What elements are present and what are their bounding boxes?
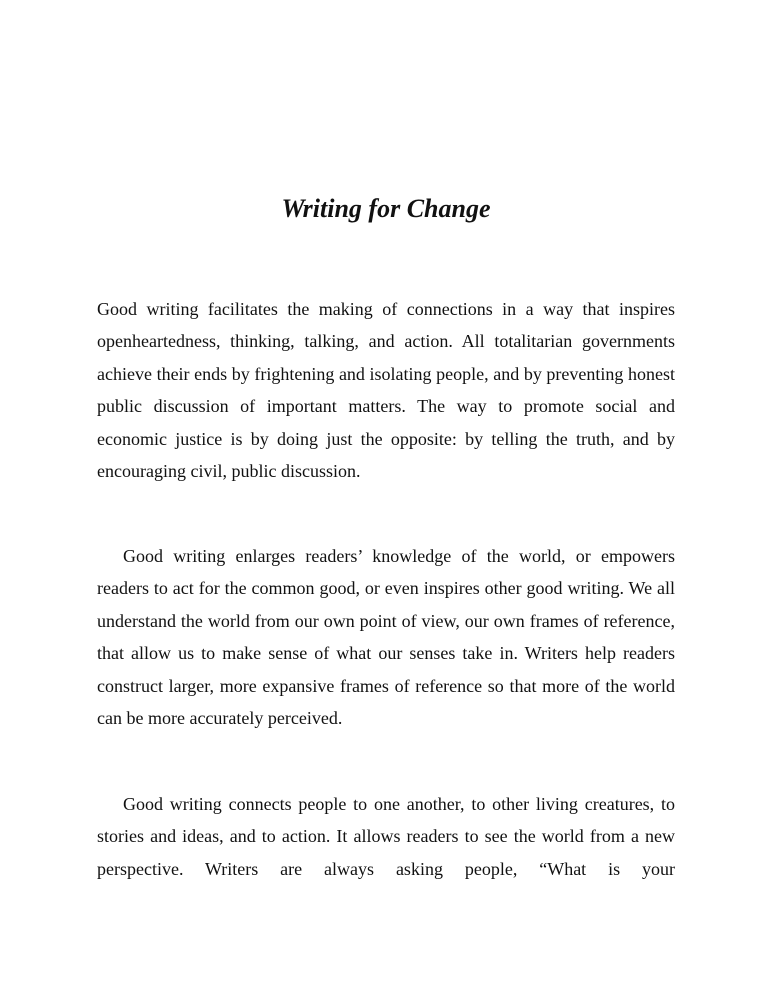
paragraph-2: Good writing enlarges readers’ knowledge of the world, or empowers readers to act for the common good, or even inspires other good writing. We all understand the world from our own point of view, our own frames of reference, that allow us to make sense of what our senses take in. Writers help readers construct larger, more expansive frames of reference so that more of the world can be more accurately perceived. (97, 546, 675, 729)
paragraph-3-text: Good writing connects people to one another, to other living creatures, to stories and ideas, and to action. It allows readers to see the world from a new perspective. Writers are always asking people, “What is your (97, 794, 675, 879)
page-title: Writing for Change (281, 194, 491, 224)
paragraph-1: Good writing facilitates the making of connections in a way that inspires openheartedness, thinking, talking, and action. All totalitarian governments achieve their ends by frightening and isolating people, and by preventing honest public discussion of important matters. The way to promote social and economic justice is by doing just the opposite: by telling the truth, and by encouraging civil, public discussion. (97, 299, 675, 482)
paragraph-3 (97, 788, 675, 885)
